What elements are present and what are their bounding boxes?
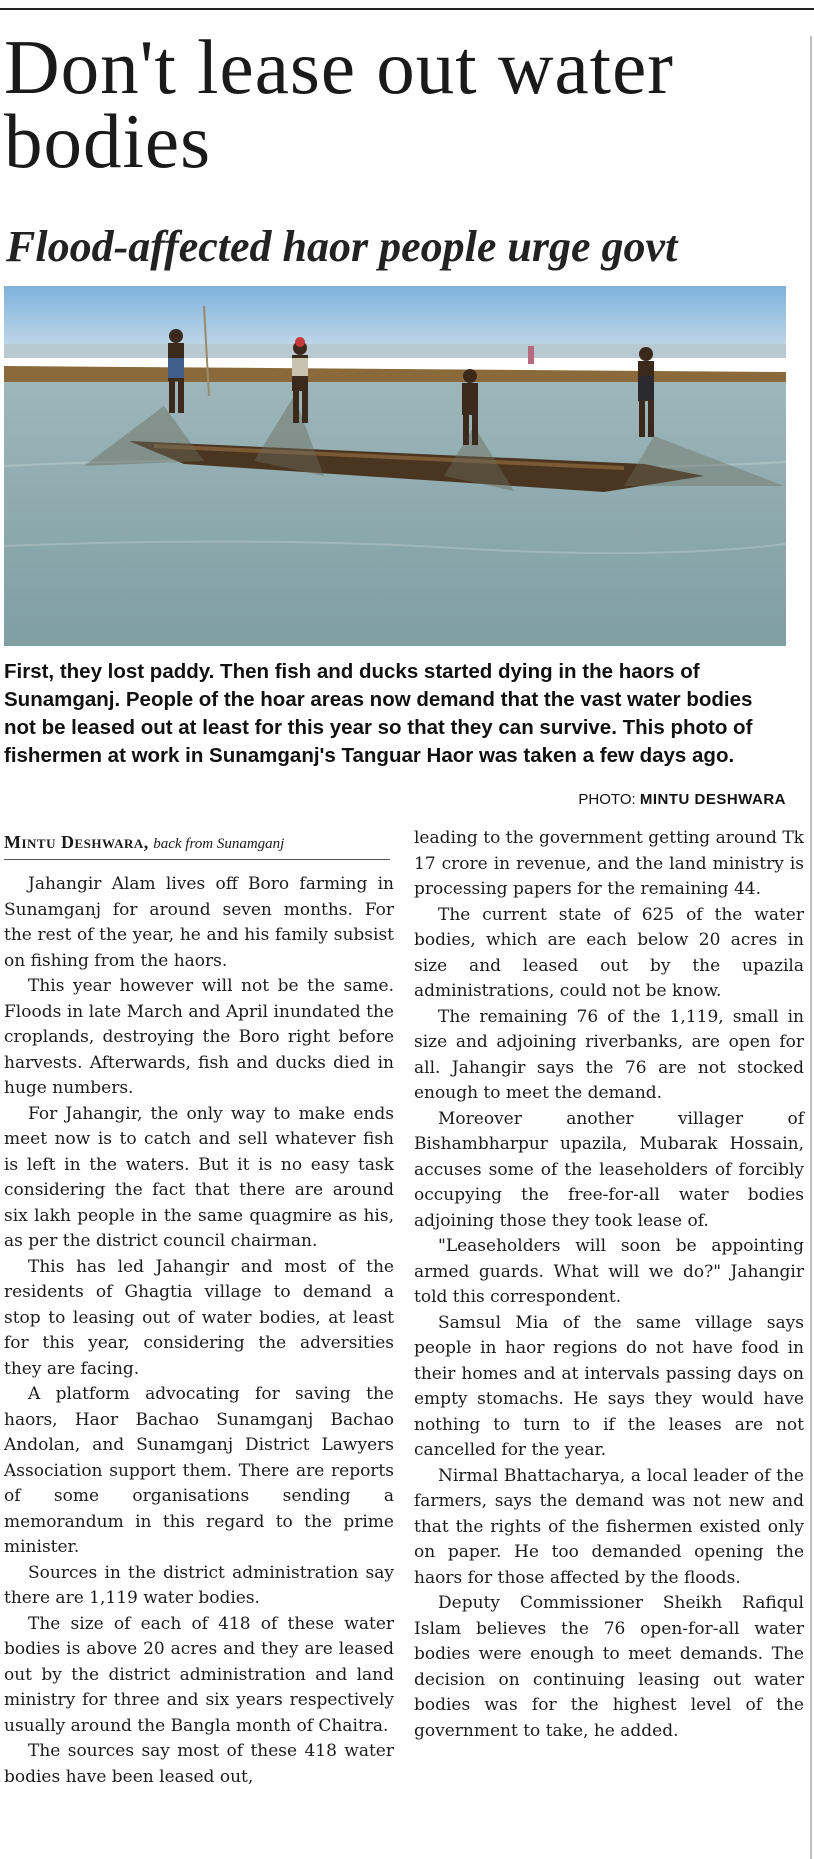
- photo-credit: [550, 790, 786, 810]
- top-rule: [0, 8, 814, 10]
- paragraph: This has led Jahangir and most of the residents of Ghagtia village to demand a stop to leasing out of water bodies, at least for this year, considering the adversities they are facing.: [4, 1256, 394, 1379]
- subheadline: Flood-affected haor people urge govt: [6, 222, 678, 271]
- paragraph-continuation: leading to the government getting around Tk 17 crore in revenue, and the land ministry is processing papers for the remaining 44.: [414, 828, 804, 899]
- paragraph: Deputy Commissioner Sheikh Rafiqul Islam believes the 76 open-for-all water bodies were enough to meet demands. The decision on continuing leasing out water bodies was for the highest level of the government to take, he added.: [414, 1593, 804, 1741]
- photo-credit-name: MINTU DESHWARA: [639, 791, 786, 808]
- paragraph: The current state of 625 of the water bodies, which are each below 20 acres in size and leased out by the upazila administrations, could not be know.: [414, 904, 804, 1001]
- article-column-1: [4, 872, 394, 1790]
- headline: Don't lease out water bodies: [4, 24, 674, 184]
- paragraph: "Leaseholders will soon be appointing armed guards. What will we do?" Jahangir told this correspondent.: [414, 1236, 804, 1307]
- paragraph: This year however will not be the same. Floods in late March and April inundated the croplands, destroying the Boro right before harvests. Afterwards, fish and ducks died in huge numbers.: [4, 976, 394, 1098]
- byline: [4, 830, 390, 860]
- photo-credit-label: PHOTO:: [578, 791, 636, 808]
- paragraph: Nirmal Bhattacharya, a local leader of the farmers, says the demand was not new and that the rights of the fishermen existed only on paper. He too demanded opening the haors for those affected by the floods.: [414, 1465, 804, 1588]
- paragraph: The remaining 76 of the 1,119, small in size and adjoining riverbanks, are open for all. Jahangir says the 76 are not stocked enough to meet the demand.: [414, 1006, 804, 1103]
- byline-author: Mintu Deshwara,: [4, 832, 149, 852]
- paragraph: For Jahangir, the only way to make ends meet now is to catch and sell whatever fish is left in the waters. But it is no easy task considering the fact that there are around six lakh people in the same quagmire as his, as per the district council chairman.: [4, 1103, 394, 1251]
- byline-location: back from Sunamganj: [153, 836, 285, 852]
- paragraph: Moreover another villager of Bishambharpur upazila, Mubarak Hossain, accuses some of the leaseholders of forcibly occupying the free-for-all water bodies adjoining those they took lease of.: [414, 1108, 804, 1231]
- paragraph: The size of each of 418 of these water bodies is above 20 acres and they are leased out by the district administration and land ministry for three and six years respectively usually around the Bangla month of Chaitra.: [4, 1613, 394, 1736]
- photo-illustration: [4, 286, 786, 646]
- paragraph: Jahangir Alam lives off Boro farming in Sunamganj for around seven months. For the rest of the year, he and his family subsist on fishing from the haors.: [4, 874, 394, 971]
- paragraph: A platform advocating for saving the haors, Haor Bachao Sunamganj Bachao Andolan, and Sunamganj District Lawyers Association support them. There are reports of some organisations sending a memorandum in this regard to the prime minister.: [4, 1384, 394, 1557]
- paragraph: The sources say most of these 418 water bodies have been leased out,: [4, 1741, 394, 1787]
- column-rule: [810, 36, 812, 1859]
- article-column-2: [414, 826, 804, 1744]
- paragraph: Sources in the district administration say there are 1,119 water bodies.: [4, 1562, 394, 1608]
- news-photo: [4, 286, 786, 646]
- paragraph: Samsul Mia of the same village says people in haor regions do not have food in their homes and at intervals passing days on empty stomachs. He says they would have nothing to turn to if the leases are not cancelled for the year.: [414, 1312, 804, 1460]
- photo-caption: First, they lost paddy. Then fish and ducks started dying in the haors of Sunamganj. People of the hoar areas now demand that the vast water bodies not be leased out at least for this year so that they can survive. This photo of fishermen at work in Sunamganj's Tanguar Haor was taken a few days ago.: [4, 660, 753, 767]
